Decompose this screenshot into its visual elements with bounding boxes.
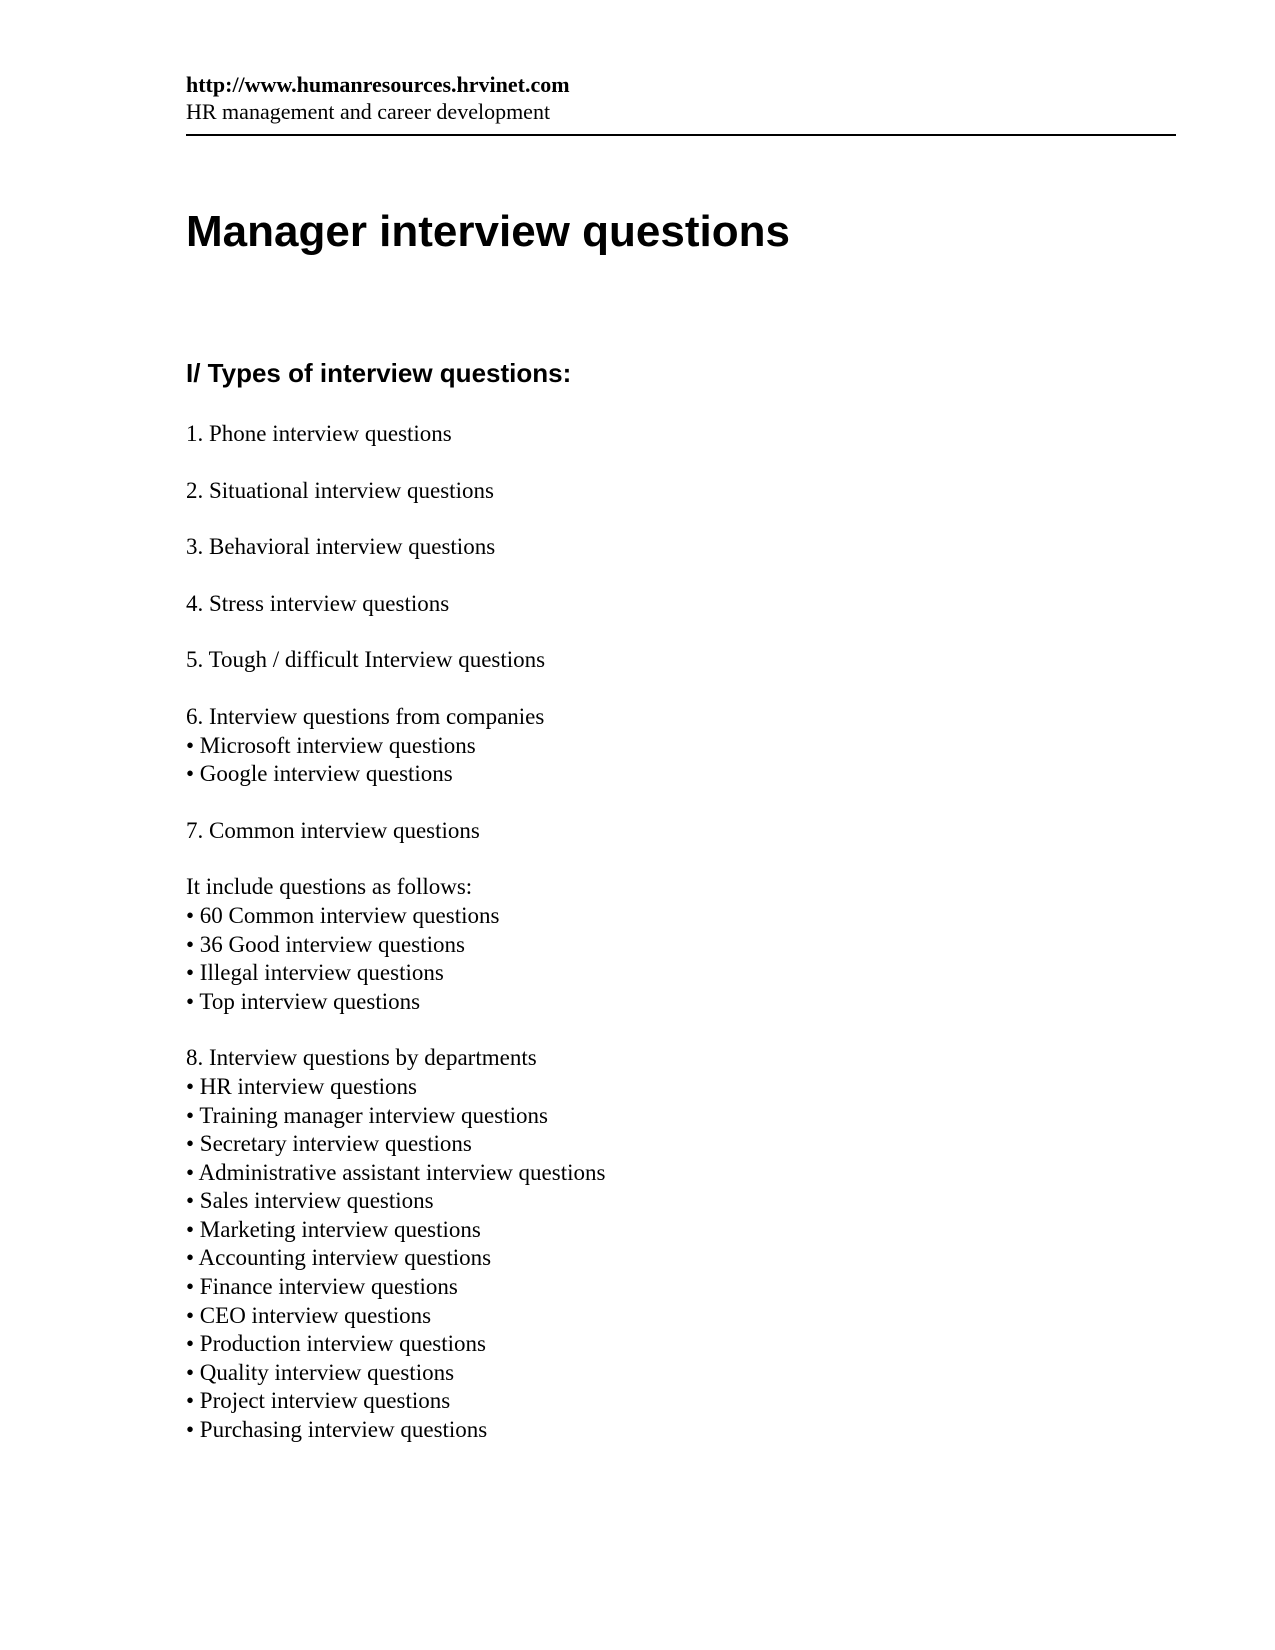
bullet-item: • Google interview questions [186,761,453,787]
bullet-item: • Project interview questions [186,1388,451,1414]
bullet-item: • Marketing interview questions [186,1216,481,1242]
page-title: Manager interview questions [186,207,790,256]
header-subtitle: HR management and career development [186,99,551,124]
bullet-item: • Microsoft interview questions [186,732,476,758]
list-item: 4. Stress interview questions [186,590,450,616]
list-item: 1. Phone interview questions [186,421,452,446]
list-item: 3. Behavioral interview questions [186,534,496,560]
document-page [186,72,1176,1445]
list-item: 8. Interview questions by departments [186,1045,537,1071]
bullet-item: • Production interview questions [186,1331,486,1357]
bullet-item: • Quality interview questions [186,1359,455,1385]
bullet-item: • Finance interview questions [186,1274,458,1300]
list-item: 7. Common interview questions [186,817,480,843]
bullet-item: • Accounting interview questions [186,1245,492,1271]
section-heading: I/ Types of interview questions: [186,358,572,388]
department-bullet-list [186,1073,1176,1445]
bullet-item: • 60 Common interview questions [186,902,500,928]
bullet-item: • Illegal interview questions [186,960,444,986]
header-url: http://www.humanresources.hrvinet.com [186,72,570,97]
bullet-item: • 36 Good interview questions [186,931,465,957]
bullet-item: • Training manager interview questions [186,1102,548,1128]
bullet-item: • Purchasing interview questions [186,1417,488,1443]
list-item: 2. Situational interview questions [186,477,494,503]
header-divider [186,134,1176,136]
company-bullet-list [186,732,1176,789]
bullet-item: • HR interview questions [186,1073,417,1099]
bullet-item: • CEO interview questions [186,1302,432,1328]
bullet-item: • Secretary interview questions [186,1131,472,1157]
bullet-item: • Sales interview questions [186,1188,434,1214]
common-bullet-list [186,902,1176,1016]
list-item: 5. Tough / difficult Interview questions [186,647,546,673]
bullet-item: • Top interview questions [186,988,421,1014]
list-item: 6. Interview questions from companies [186,703,545,729]
intro-text: It include questions as follows: [186,874,473,900]
bullet-item: • Administrative assistant interview questions [186,1159,606,1185]
